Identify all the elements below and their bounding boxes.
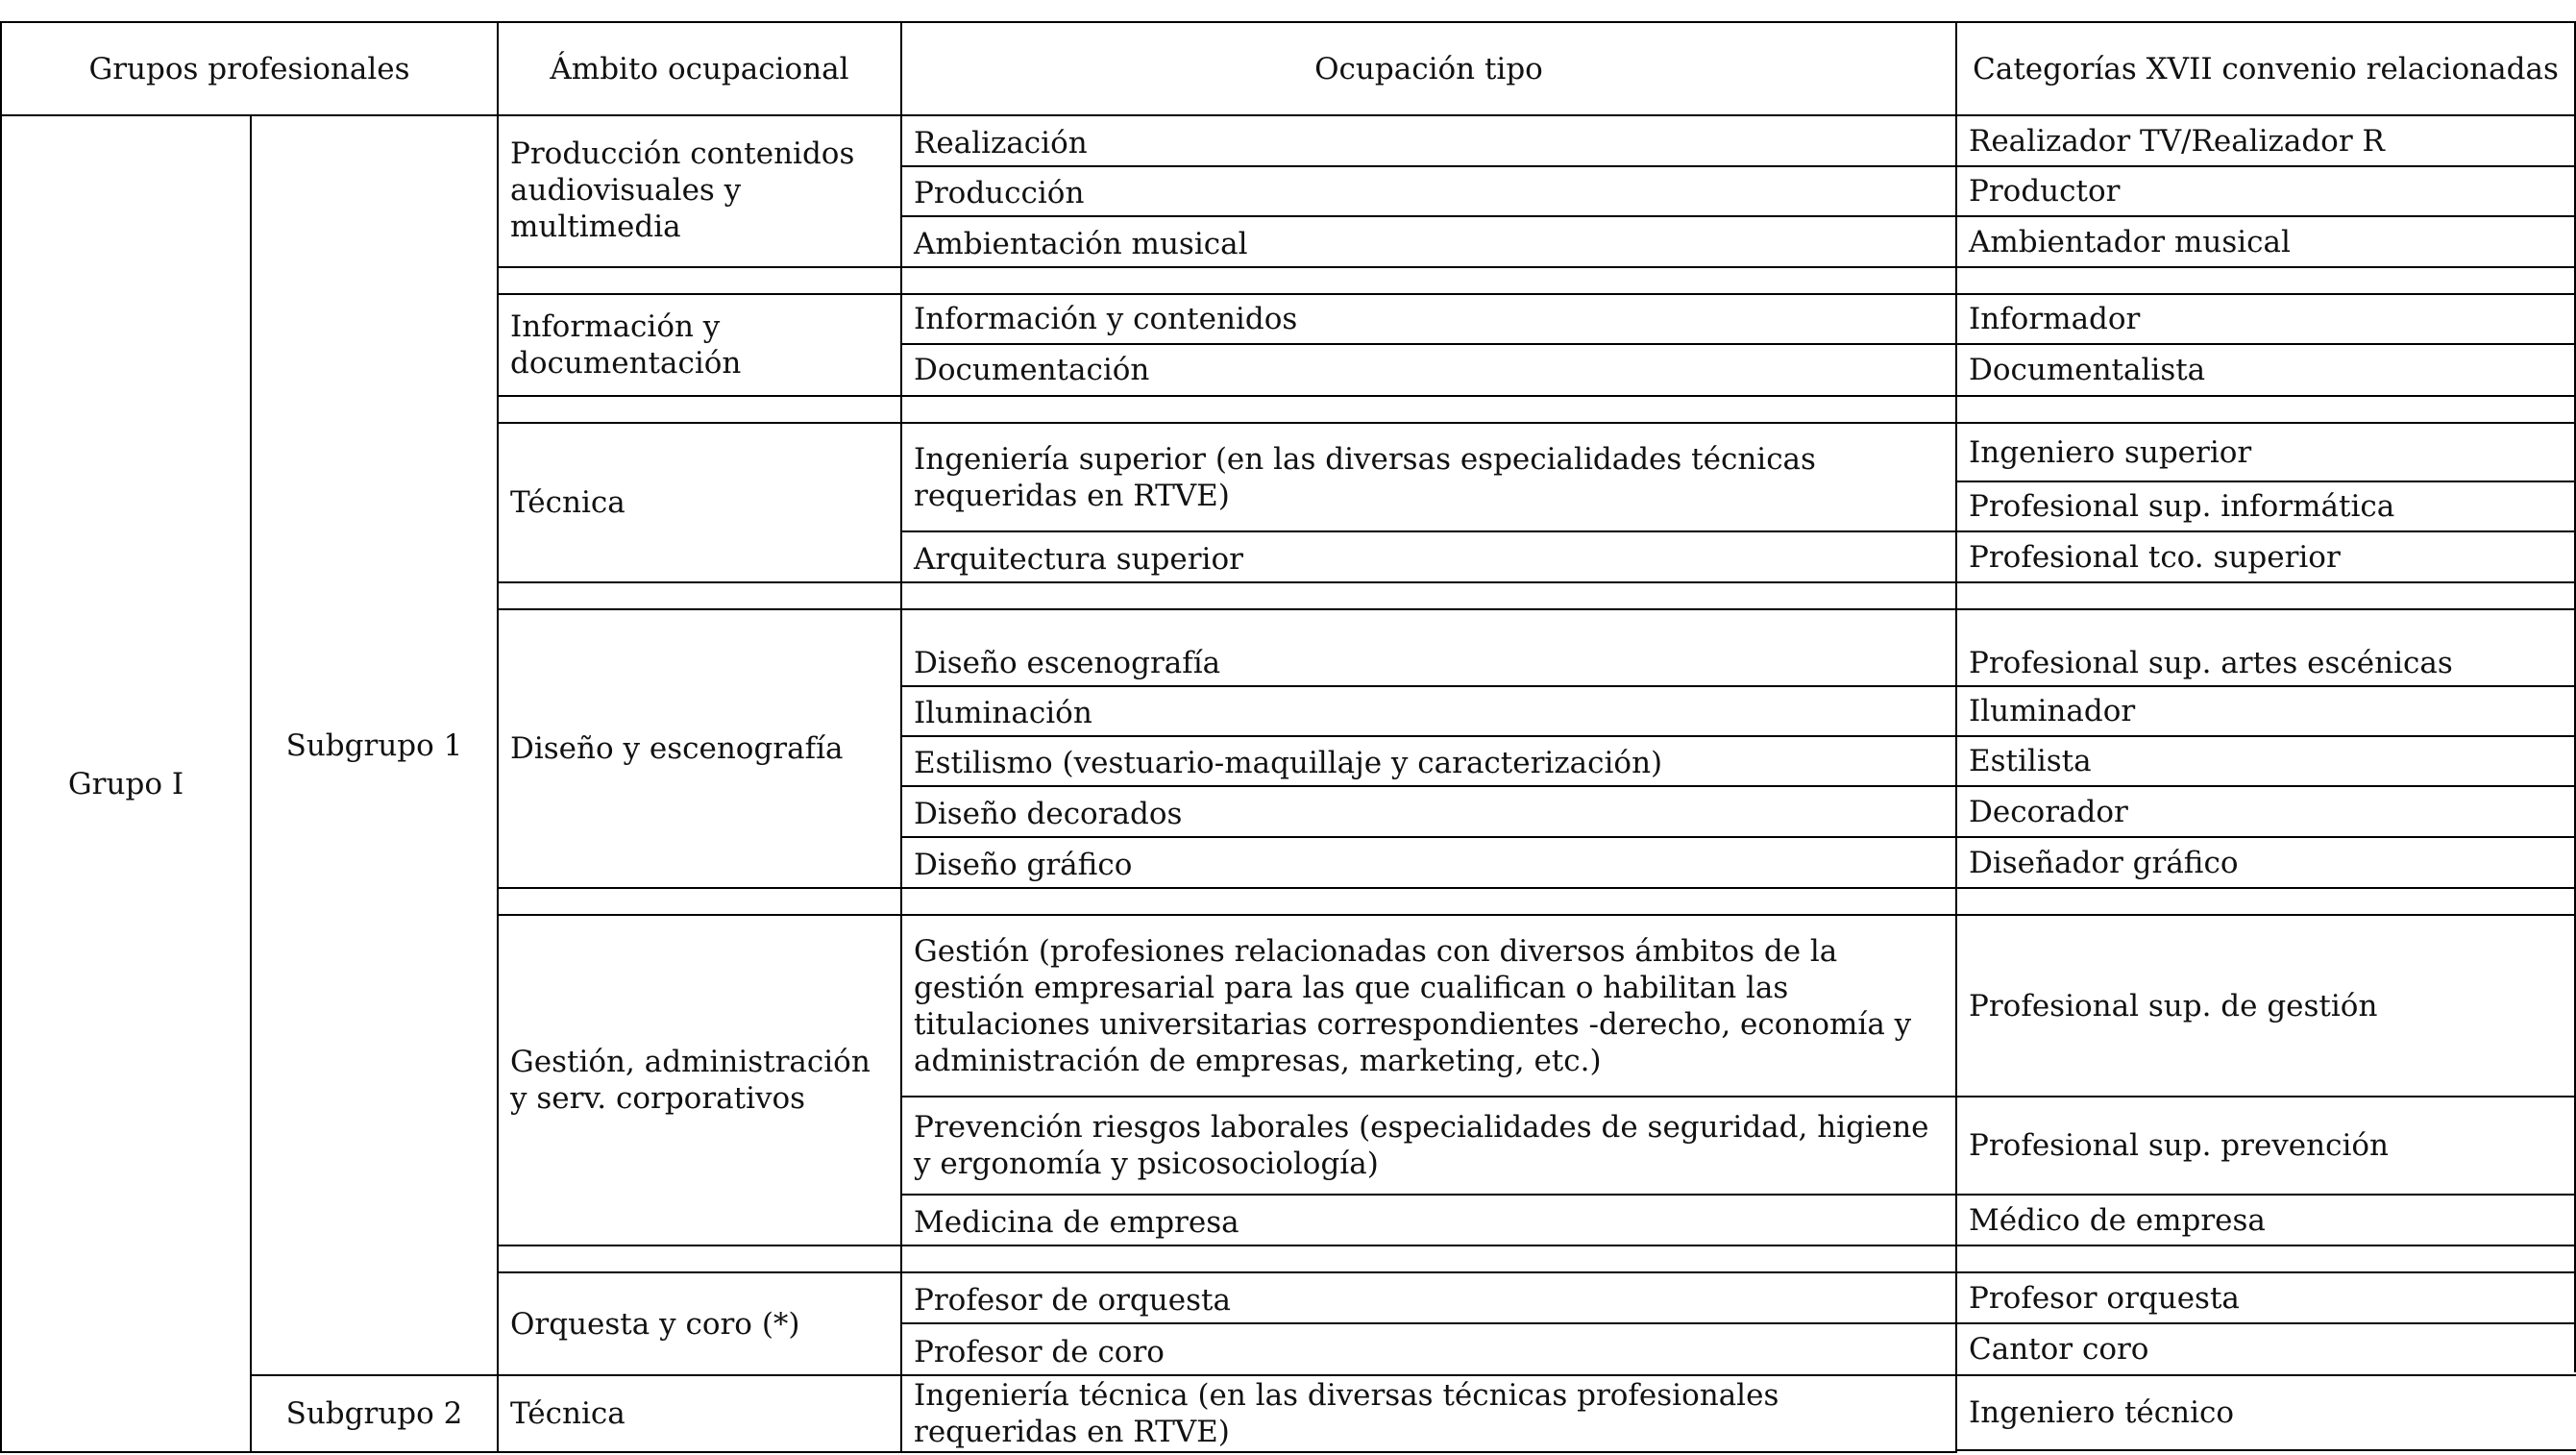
header-ocupacion-tipo: Ocupación tipo (1314, 51, 1543, 86)
ocupacion-produccion: Producción (914, 176, 1085, 210)
categoria-disenador-grafico: Diseñador gráfico (1969, 845, 2239, 880)
categoria-ingeniero-superior: Ingeniero superior (1969, 434, 2252, 470)
categoria-iluminador: Iluminador (1969, 694, 2136, 728)
categoria-informador: Informador (1969, 302, 2141, 336)
ocupacion-iluminacion: Iluminación (914, 696, 1092, 730)
ambito-diseno: Diseño y escenografía (510, 731, 844, 766)
ocupacion-ingenieria-superior: Ingeniería superior (en las diversas especialidades técnicas requeridas en RTVE) (914, 441, 1816, 513)
header-grupos-profesionales: Grupos profesionales (88, 51, 410, 86)
ocupacion-decorados: Diseño decorados (914, 797, 1183, 831)
categoria-estilista: Estilista (1969, 744, 2092, 778)
ocupacion-ambientacion: Ambientación musical (914, 227, 1248, 261)
categoria-medico: Médico de empresa (1969, 1202, 2266, 1238)
categoria-artes-escenicas: Profesional sup. artes escénicas (1969, 646, 2453, 680)
ocupacion-documentacion: Documentación (914, 353, 1150, 387)
ocupacion-informacion: Información y contenidos (914, 302, 1298, 336)
categoria-gestion: Profesional sup. de gestión (1969, 988, 2378, 1023)
categoria-cantor-coro: Cantor coro (1969, 1332, 2149, 1367)
spacer-line (497, 887, 2576, 889)
categoria-realizador: Realizador TV/Realizador R (1969, 123, 2385, 159)
categoria-row-line (1955, 1449, 2576, 1451)
ocupacion-profesor-orquesta: Profesor de orquesta (914, 1283, 1231, 1318)
ocupacion-profesor-coro: Profesor de coro (914, 1335, 1165, 1369)
subgrupo-2-label: Subgrupo 2 (285, 1396, 463, 1431)
categoria-prevencion: Profesional sup. prevención (1969, 1128, 2390, 1163)
categoria-profesor-orquesta: Profesor orquesta (1969, 1280, 2240, 1316)
ambito-tecnica-2: Técnica (510, 1396, 626, 1431)
categoria-ambientador: Ambientador musical (1969, 224, 2291, 259)
ocupacion-realizacion: Realización (914, 126, 1088, 160)
ocupacion-grafico: Diseño gráfico (914, 848, 1133, 882)
ocupacion-prevencion: Prevención riesgos laborales (especialidades de seguridad, higiene y ergonomía y psicosociología) (914, 1110, 1929, 1181)
spacer-line (497, 395, 2576, 397)
ambito-produccion: Producción contenidos audiovisuales y multimedia (510, 136, 855, 244)
grupo-label: Grupo I (67, 766, 184, 801)
table-border-bottom (0, 1451, 1957, 1453)
ambito-tecnica: Técnica (510, 485, 626, 520)
ocupacion-medicina: Medicina de empresa (914, 1205, 1239, 1240)
categoria-decorador: Decorador (1969, 794, 2128, 829)
categoria-profesional-informatica: Profesional sup. informática (1969, 489, 2395, 524)
ambito-orquesta: Orquesta y coro (*) (510, 1306, 800, 1342)
ocupacion-estilismo: Estilismo (vestuario-maquillaje y caracterización) (914, 746, 1663, 780)
spacer-line (497, 1245, 2576, 1246)
ocupacion-gestion: Gestión (profesiones relacionadas con diversos ámbitos de la gestión empresarial para las que cualifican o habilitan las titulaciones universitarias correspondientes -derecho, economía y administración de empresas, marketing, etc.) (914, 933, 1912, 1078)
header-ambito-ocupacional: Ámbito ocupacional (550, 51, 849, 86)
categoria-documentalista: Documentalista (1969, 353, 2206, 387)
ocupacion-ingenieria-tecnica: Ingeniería técnica (en las diversas técnicas profesionales requeridas en RTVE) (914, 1378, 1779, 1449)
ambito-gestion: Gestión, administración y serv. corporativos (510, 1045, 871, 1116)
categoria-profesional-tecnico: Profesional tco. superior (1969, 539, 2341, 575)
ambito-informacion: Información y documentación (510, 309, 742, 381)
subgrupo-1-label: Subgrupo 1 (285, 728, 463, 763)
ocupacion-escenografia: Diseño escenografía (914, 646, 1221, 680)
ocupacion-arquitectura: Arquitectura superior (914, 542, 1243, 577)
header-categorias: Categorías XVII convenio relacionadas (1973, 51, 2559, 86)
spacer-line (497, 266, 2576, 268)
categoria-productor: Productor (1969, 174, 2121, 209)
categoria-ingeniero-tecnico: Ingeniero técnico (1969, 1395, 2235, 1430)
spacer-line (497, 581, 2576, 583)
